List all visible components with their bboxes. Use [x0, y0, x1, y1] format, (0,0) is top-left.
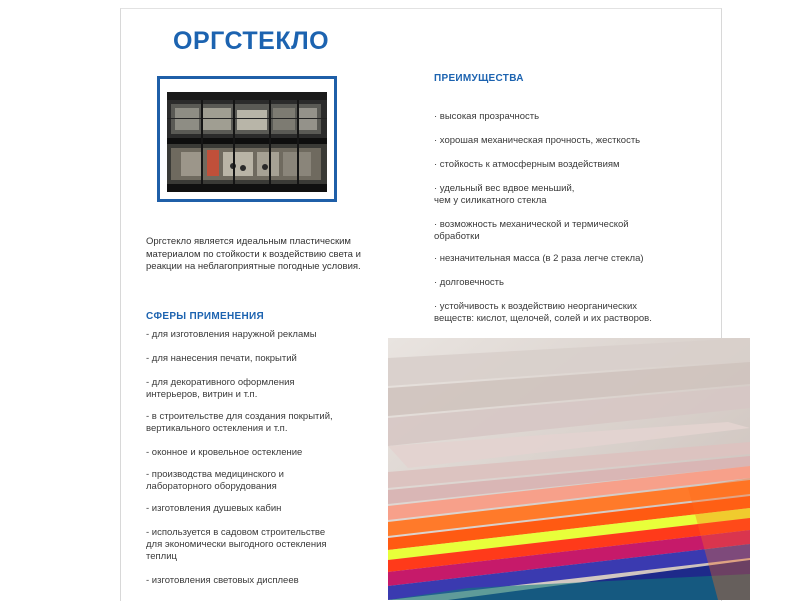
list-item: - производства медицинского и лабораторного оборудования [146, 469, 284, 492]
list-item: - оконное и кровельное остекление [146, 447, 303, 458]
list-item: - изготовления душевых кабин [146, 503, 282, 514]
applications-heading: СФЕРЫ ПРИМЕНЕНИЯ [146, 311, 264, 322]
acrylic-sheets-image [388, 338, 750, 600]
list-item: - для декоративного оформления интерьеров, витрин и т.п. [146, 377, 295, 400]
list-item: - используется в садовом строительстве для экономически выгодного остекления теплиц [146, 527, 327, 562]
list-item: - для изготовления наружной рекламы [146, 329, 317, 340]
page-title: ОРГСТЕКЛО [173, 27, 330, 55]
list-item: · долговечность [434, 277, 504, 288]
list-item: - в строительстве для создания покрытий, вертикального остекления и т.п. [146, 411, 333, 434]
building-photo-frame [157, 76, 337, 202]
list-item: · устойчивость к воздействию неорганических веществ: кислот, щелочей, солей и их растворов. [434, 301, 652, 324]
list-item: - для нанесения печати, покрытий [146, 353, 297, 364]
list-item: · незначительная масса (в 2 раза легче стекла) [434, 253, 644, 264]
list-item: · возможность механической и термической обработки [434, 219, 629, 242]
building-photo-image [167, 92, 327, 192]
list-item: · хорошая механическая прочность, жесткость [434, 135, 641, 146]
advantages-heading: ПРЕИМУЩЕСТВА [434, 73, 524, 84]
list-item: · стойкость к атмосферным воздействиям [434, 159, 620, 170]
intro-paragraph: Оргстекло является идеальным пластическим материалом по стойкости к воздействию света и реакции на неблагоприятные погодные условия. [146, 236, 361, 272]
list-item: - изготовления световых дисплеев [146, 575, 299, 586]
building-photo [167, 92, 327, 192]
list-item: · высокая прозрачность [434, 111, 540, 122]
list-item: · удельный вес вдвое меньший, чем у силикатного стекла [434, 183, 575, 206]
acrylic-sheets-photo [388, 338, 750, 600]
